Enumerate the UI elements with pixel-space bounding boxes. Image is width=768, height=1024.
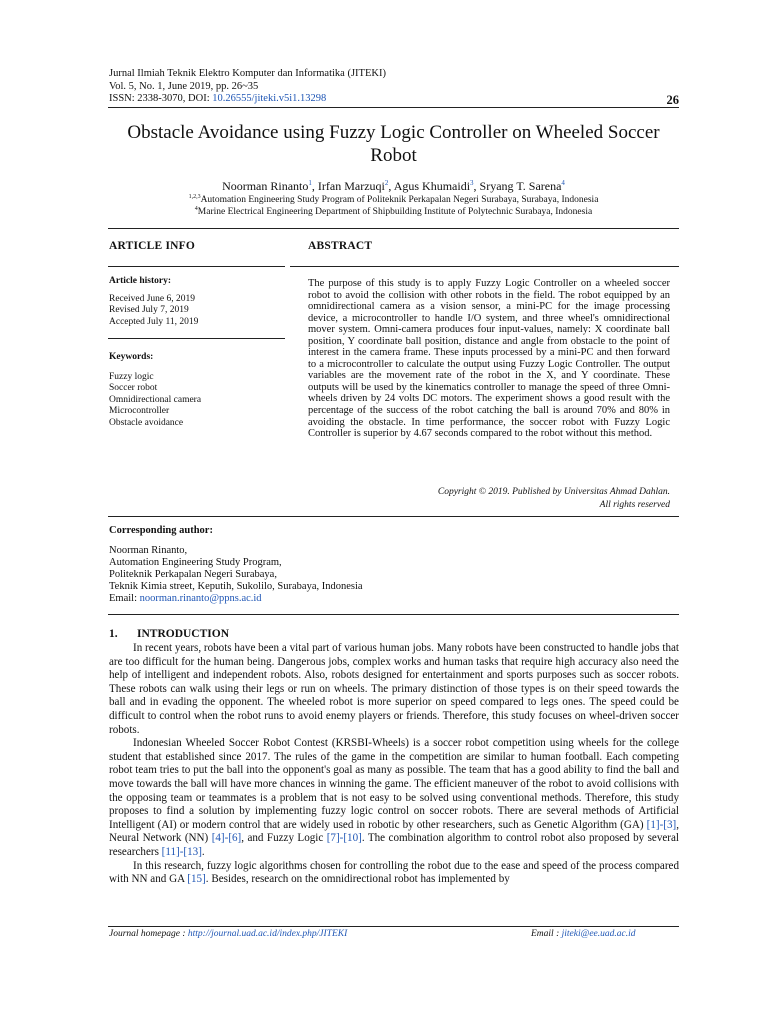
doi-link[interactable]: 10.26555/jiteki.v5i1.13298 (212, 93, 327, 104)
author-list (108, 179, 679, 193)
abstract-head-rule (290, 266, 679, 267)
history-list (109, 294, 198, 328)
paragraph-text: Indonesian Wheeled Soccer Robot Contest (KRSBI-Wheels) is a soccer robot competition using wheels for the college student that established since 2017. The rules of the game in the competition are similar to human football. Each competing robot team tries to put the ball into the opponent's goal as many as possible. The team that has a good ability to find the ball and move towards the ball will have more chances in winning the game. The efficient maneuver of the robot to avoid collisions with the opposing team or teammates is a problem that is not easy to be solved using conventional methods. Therefore, this study proposes to find a solution by implementing fuzzy logic control on soccer robots. There are several methods of Artificial Intelligent (AI) or modern control that are widely used in robotic by other researchers, such as Genetic Algorithm (GA) (109, 737, 679, 831)
footer-email (531, 929, 636, 939)
keyword-item: Obstacle avoidance (109, 417, 184, 428)
abstract-text: The purpose of this study is to apply Fuzzy Logic Controller on a wheeled soccer robot to avoid the collision with other robots in the field. The robot equipped by an omnidirectional camera as a vision sensor, a mini-PC for the image processing device, a microcontroller to handle I/O system, and three wheel's omnidirectional mover system. Omni-camera produces four input-values, namely: X coordinate ball position, Y coordinate ball position, distance and angle from obstacle to the point of interest in the camera frame. These inputs processed by a mini-PC and then forward to a microcontroller to calculate the output using Fuzzy Logic Controller. The output variables are the movement rate of the robot in the X, and Y coordinate. These outputs will be used by the kinematics controller to manage the speed of three Omni-wheels driven by 24 volts DC motors. The experiment shows a good result with the percentage of the success of the robot catching the ball is around 70% and 80% in avoiding the obstacle. In time performance, the soccer robot with Fuzzy Logic Controller is superior by 4.67 seconds compared to the robot without this method. (308, 278, 670, 440)
paragraph-text: . (201, 845, 205, 858)
info-bottom-rule (108, 516, 679, 517)
history-item: Revised July 7, 2019 (109, 305, 189, 316)
author-sup: 4 (561, 179, 565, 187)
author-name: Agus Khumaidi (393, 179, 471, 193)
keyword-item: Fuzzy logic (109, 372, 154, 382)
email-label: Email: (109, 593, 140, 604)
author-name: Noorman Rinanto (222, 179, 309, 193)
keyword-item: Microcontroller (109, 406, 170, 417)
history-item: Received June 6, 2019 (109, 294, 196, 304)
citation-link[interactable]: [7]-[10] (326, 832, 362, 845)
page-footer (109, 929, 679, 939)
author-sup: 2 (384, 179, 389, 187)
author-separator: , (388, 179, 394, 193)
corresponding-line: Noorman Rinanto, (109, 545, 188, 556)
homepage-label: Journal homepage : (109, 929, 188, 939)
abstract-heading: ABSTRACT (308, 240, 373, 252)
citation-link[interactable]: [11]-[13] (161, 845, 202, 858)
rights-line: All rights reserved (599, 499, 670, 510)
corresponding-line: Automation Engineering Study Program, (109, 557, 282, 568)
section-title: INTRODUCTION (137, 628, 230, 640)
introduction-body (109, 642, 679, 887)
corresponding-heading: Corresponding author: (109, 525, 213, 536)
journal-issn-doi (109, 93, 679, 106)
affiliation (108, 207, 679, 218)
citation-link[interactable]: [15] (187, 873, 206, 886)
affiliation-sup: 1,2,3 (188, 193, 201, 200)
keyword-item: Soccer robot (109, 383, 158, 394)
page-number: 26 (666, 93, 679, 107)
author-separator: , (311, 179, 318, 193)
history-label: Article history: (109, 276, 171, 286)
author-sup: 1 (308, 179, 312, 187)
citation-link[interactable]: [1]-[3] (646, 818, 677, 831)
paragraph: In recent years, robots have been a vital part of various human jobs. Many robots have been constructed to handle jobs that are too difficult for the human being. Dangerous jobs, complex works and human tasks that require high accuracy also need the help of intelligent and independent robots. Also, robots designed for entertainment and sports purposes such as soccer robots. These robots can walk using their legs or run on wheels. The primary distinction of those types is on their speed towards the ball and in evading the opponent. The wheeled robot is more superior on speed compared to legs ones. The speed could be difficult to control when the robot runs to avoid enemy players or friends. Therefore, this study focuses on wheel-driven soccer robots. (109, 642, 679, 736)
corresponding-line: Teknik Kimia street, Keputih, Sukolilo, Surabaya, Indonesia (109, 581, 363, 592)
section-heading-introduction (109, 628, 229, 640)
affiliation-sup: 4 (194, 205, 198, 212)
keywords-list (109, 372, 201, 429)
corresponding-email-line (109, 593, 363, 605)
footer-email-label: Email : (531, 929, 562, 939)
keywords-label: Keywords: (109, 352, 154, 362)
affiliation-text: Automation Engineering Study Program of Politeknik Perkapalan Negeri Surabaya, Surabaya, Indonesia (200, 195, 599, 205)
affiliation (108, 195, 679, 206)
author-name: Sryang T. Sarena (479, 179, 562, 193)
keyword-item: Omnidirectional camera (109, 394, 202, 405)
history-rule (108, 338, 285, 339)
corresponding-details (109, 545, 363, 605)
citation-link[interactable]: [4]-[6] (211, 832, 242, 845)
history-item: Accepted July 11, 2019 (109, 316, 199, 327)
journal-header (109, 68, 679, 106)
corresponding-email-link[interactable]: noorman.rinanto@ppns.ac.id (139, 593, 262, 604)
paragraph-text: . Besides, research on the omnidirectional robot has implemented by (205, 873, 510, 886)
journal-homepage-link[interactable]: http://journal.uad.ac.id/index.php/JITEKI (187, 929, 348, 939)
journal-name: Jurnal Ilmiah Teknik Elektro Komputer dan Informatika (JITEKI) (109, 68, 386, 79)
paragraph-text: , and Fuzzy Logic (241, 832, 327, 845)
paragraph (109, 737, 679, 859)
copyright-notice (308, 486, 670, 511)
paragraph-text: , Neural Network (NN) (109, 818, 679, 845)
author-name: Irfan Marzuqi (317, 179, 385, 193)
journal-volume: Vol. 5, No. 1, June 2019, pp. 26~35 (109, 80, 259, 92)
journal-email-link[interactable]: jiteki@ee.uad.ac.id (561, 929, 636, 939)
article-info-heading: ARTICLE INFO (109, 240, 196, 252)
info-head-rule (108, 266, 285, 267)
corresponding-rule (108, 614, 679, 615)
paragraph-text: In this research, fuzzy logic algorithms chosen for controlling the robot due to the ease and speed of the process compared with NN and GA (109, 859, 679, 886)
footer-divider (108, 926, 679, 927)
paper-title: Obstacle Avoidance using Fuzzy Logic Controller on Wheeled Soccer Robot (127, 122, 660, 166)
info-top-rule (108, 228, 679, 229)
author-sup: 3 (470, 179, 474, 187)
copyright-line: Copyright © 2019. Published by Universitas Ahmad Dahlan. (437, 487, 670, 497)
author-separator: , (473, 179, 480, 193)
issn-text: ISSN: 2338-3070, DOI: (109, 93, 213, 104)
paragraph-text: . The combination algorithm to control robot also proposed by several researchers (109, 832, 680, 858)
section-number: 1. (109, 628, 118, 640)
corresponding-line: Politeknik Perkapalan Negeri Surabaya, (109, 569, 277, 580)
header-divider (108, 107, 679, 108)
affiliation-text: Marine Electrical Engineering Department of Shipbuilding Institute of Polytechnic Surabaya, Indonesia (197, 207, 593, 217)
paragraph (109, 860, 679, 887)
